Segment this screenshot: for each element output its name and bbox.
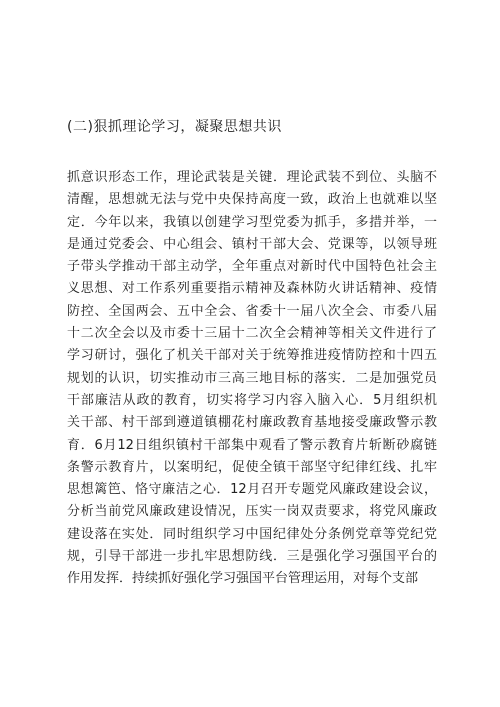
paragraph-line: 建设落在实处．同时组织学习中国纪律处分条例党章等党纪党 [67, 526, 437, 542]
paragraph-line: 规划的认识，切实推动市三高三地目标的落实．二是加强党员 [67, 370, 437, 386]
paragraph-line: 定．今年以来，我镇以创建学习型党委为抓手，多措并举，一 [67, 214, 437, 230]
paragraph-line: 抓意识形态工作，理论武装是关键．理论武装不到位、头脑不 [67, 170, 437, 185]
paragraph-line: 作用发挥．持续抓好强化学习强国平台管理运用，对每个支部 [67, 571, 419, 587]
paragraph-line: 是通过党委会、中心组会、镇村干部大会、党课等，以领导班 [67, 236, 437, 252]
paragraph-line: 干部廉洁从政的教育，切实将学习内容入脑入心．5月组织机 [67, 392, 437, 408]
paragraph-line: 育．6月12日组织镇村干部集中观看了警示教育片斩断砂腐链 [67, 437, 437, 453]
paragraph-line: 关干部、村干部到遵道镇棚花村廉政教育基地接受廉政警示教 [67, 415, 437, 431]
paragraph-line: 清醒，思想就无法与党中央保持高度一致，政治上也就难以坚 [67, 192, 437, 208]
paragraph-line: 规，引导干部进一步扎牢思想防线．三是强化学习强国平台的 [67, 549, 437, 565]
paragraph-line: 防控、全国两会、五中全会、省委十一届八次全会、市委八届 [67, 303, 437, 319]
paragraph-line: 十二次全会以及市委十三届十二次全会精神等相关文件进行了 [67, 326, 437, 342]
paragraph-line: 学习研讨，强化了机关干部对关于统筹推进疫情防控和十四五 [67, 348, 437, 364]
paragraph-line: 分析当前党风廉政建设情况，压实一岗双责要求，将党风廉政 [67, 504, 437, 520]
section-heading: (二)狠抓理论学习，凝聚思想共识 [67, 119, 282, 135]
paragraph-line: 条警示教育片，以案明纪，促使全镇干部坚守纪律红线、扎牢 [67, 459, 437, 475]
paragraph-line: 思想篱笆、恪守廉洁之心．12月召开专题党风廉政建设会议， [67, 482, 437, 498]
body-paragraph [67, 167, 437, 591]
paragraph-line: 义思想、对工作系列重要指示精神及森林防火讲话精神、疫情 [67, 281, 437, 297]
paragraph-line: 子带头学推动干部主动学，全年重点对新时代中国特色社会主 [67, 259, 437, 275]
